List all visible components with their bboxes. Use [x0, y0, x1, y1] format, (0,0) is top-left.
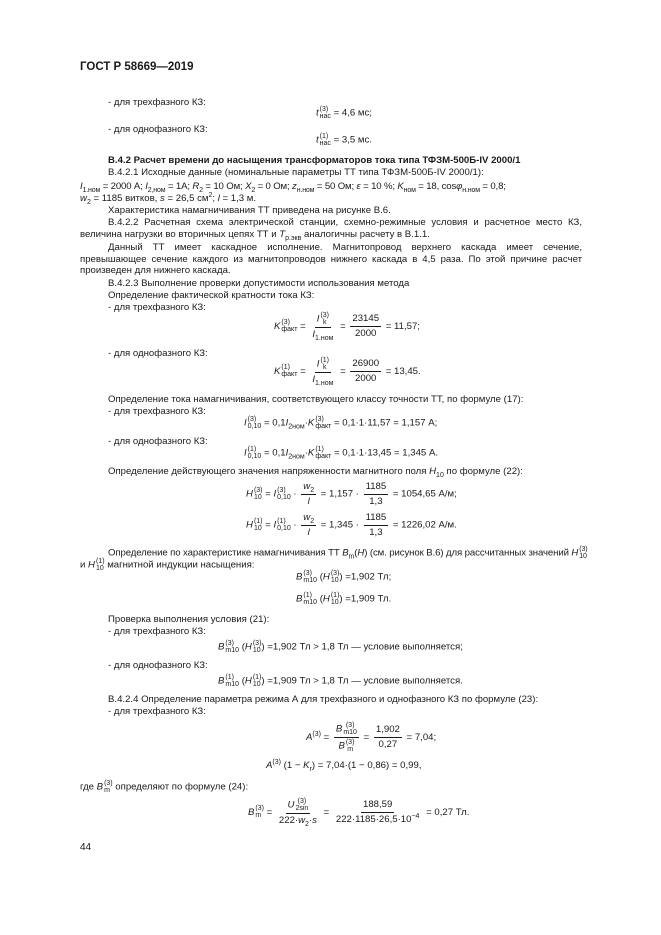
formula: B (3) m10 (H (3) 10 ) =1,902 Тл > 1,8 Тл — условие выполняется; — [218, 640, 463, 654]
text-line: - для трехфазного КЗ: — [108, 97, 206, 108]
text-line: и H (1) 10 магнитной индукции насыщения: — [80, 558, 255, 572]
formula: H (1) 10 = I (1) 0,10 · $\frac{w_2}{l}$ = 1,345 · $\frac{1185}{1,3}$ = 1226,02 А/м. — [246, 512, 457, 538]
formula: t (3) нас = 4,6 мс; — [316, 106, 372, 120]
paragraph: Данный ТТ имеет каскадное исполнение. Магнитопровод верхнего каскада имеет сечение, превышающее сечение каждого из магнитопроводов нижнего каскада в 4,5 раза. По этой причине расчет произведен для нижнего каскада. — [80, 242, 582, 277]
text-line: Определение действующего значения напряженности магнитного поля $H_{10}$ по формуле (22): — [108, 466, 523, 479]
parameter-line: $I_{1.ном} = 2000$ А; $I_{2,ном} = 1А$; $R_2 = 10$ Ом; $X_2 = 0$ Ом; $z_{н.ном} = 50$ Ом; ε = 10 %; $K_{ном} = 18$, cosφ$_{н.ном}$ = 0,8; — [80, 181, 506, 194]
formula: K (1) факт = I (1) k $I_{1.ном}$ = $\frac{26900}{2000}$ = 13,45. — [274, 357, 421, 387]
formula: $A^{(3)}$ $(1 - K_r) = 7,04\cdot(1 - 0,86) = 0,99$, — [266, 758, 422, 773]
text-line: Определение фактической кратности тока КЗ: — [108, 290, 315, 301]
text-line: - для трехфазного КЗ: — [108, 626, 206, 637]
formula: B (1) m10 (H (1) 10 ) =1,909 Тл > 1,8 Тл — условие выполняется. — [218, 674, 463, 688]
text-line: В.4.2.4 Определение параметра режима А для трехфазного и однофазного КЗ по формуле (23): — [108, 694, 539, 705]
text-line: - для однофазного КЗ: — [108, 124, 208, 135]
text-line: - для трехфазного КЗ: — [108, 406, 206, 417]
parameter-line: $w_2 = 1185$ витков, s = 26,5 $см^2$; l = 1,3 м. — [80, 191, 257, 206]
formula: H (3) 10 = I (3) 0,10 · $\frac{w_2}{l}$ = 1,157 · $\frac{1185}{1,3}$ = 1054,65 А/м; — [246, 481, 457, 507]
section-heading: В.4.2 Расчет времени до насыщения трансформаторов тока типа ТФЗМ-500Б-IV 2000/1 — [108, 155, 521, 166]
text-line: Характеристика намагничивания ТТ приведена на рисунке В.6. — [108, 205, 391, 216]
text-line: - для однофазного КЗ: — [108, 348, 208, 359]
formula: I (1) 0,10 = $0,1I_{2ном}\cdot K$ (1) факт = 0,1·1·13,45 = 1,345 А. — [244, 446, 439, 461]
text-line: где B (3) m определяют по формуле (24): — [80, 780, 249, 794]
formula: K (3) факт = I (3) k $I_{1.ном}$ = $\frac{23145}{2000}$ = 11,57; — [274, 312, 420, 342]
text-line: Определение по характеристике намагничивания ТТ $B_m(H)$ (см. рисунок В.6) для рассчитанных значений H (3) 10 — [108, 546, 588, 561]
text-line: Проверка выполнения условия (21): — [108, 614, 270, 625]
text-line: В.4.2.3 Выполнение проверки допустимости использования метода — [108, 278, 410, 289]
formula: $A^{(3)}$ = B (3) m10 B (3) m = $\frac{1,902}{0,27}$ = 7,04; — [306, 722, 437, 753]
text-line: - для трехфазного КЗ: — [108, 706, 206, 717]
formula: B (1) m10 (H (1) 10 ) =1,909 Тл. — [296, 592, 392, 606]
formula: B (3) m = U (3) 2sin $222\cdot w_2\cdot s$ = $\frac{188,59}{222\cdot 1185\cdot 26,5\cdot 10^{-4}}$ = 0,27 Тл. — [248, 798, 470, 828]
text-line: - для однофазного КЗ: — [108, 436, 208, 447]
formula: I (3) 0,10 = $0,1I_{2ном}\cdot K$ (3) факт = 0,1·1·11,57 = 1,157 А; — [244, 416, 438, 431]
formula: t (1) нас = 3,5 мс. — [316, 133, 372, 147]
text-line: Определение тока намагничивания, соответствующего классу точности ТТ, по формуле (17): — [108, 394, 524, 405]
page-number: 44 — [80, 842, 92, 853]
text-line: - для трехфазного КЗ: — [108, 302, 206, 313]
paragraph: В.4.2.2 Расчетная схема электрической станции, схемно-режимные условия и расчетное место КЗ, величина нагрузки во вторичных цепях ТТ и $T_{р.экв}$ аналогичны расчету в В.1.1. — [80, 217, 582, 242]
text-line: - для однофазного КЗ: — [108, 660, 208, 671]
document-header: ГОСТ Р 58669—2019 — [80, 61, 194, 73]
formula: B (3) m10 (H (3) 10 ) =1,902 Тл; — [296, 570, 392, 584]
text-line: В.4.2.1 Исходные данные (номинальные параметры ТТ типа ТФЗМ-500Б-IV 2000/1): — [108, 167, 484, 178]
